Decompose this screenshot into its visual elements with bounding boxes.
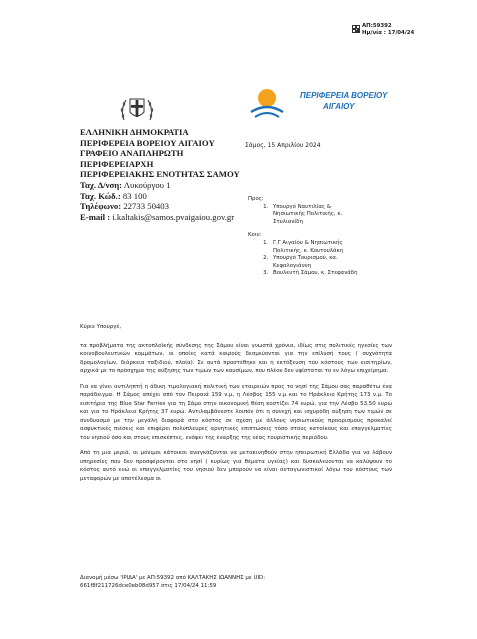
phone-label: Τηλέφωνο:: [80, 201, 122, 212]
body-paragraph-3: Από τη μια μεριά, οι μόνιμοι κάτοικοι αναγκάζονται να μετακινηθούν στην ηπειρωτική Ελλάδα για να λάβουν υπηρεσίες που δεν προσφέρονται στο νησί ( κυρίως για θέματα υγείας) και δυσκολεύονται να καλύψουν το κόστος αυτό ενώ οι επαγγελματίες του νησιού δεν μπορούν να είναι ανταγωνιστικοί λόγω του κόστους των μεταφορών με αποτέλεσμα οι: [80, 450, 392, 482]
to-item-line: Νησιωτικής Πολιτικής, κ.: [273, 211, 343, 218]
logo-line-2: ΑΙΓΑΙΟΥ: [323, 102, 355, 111]
logo-line-1: ΠΕΡΙΦΕΡΕΙΑ ΒΟΡΕΙΟΥ: [300, 91, 388, 100]
cc-label: Κοιν:: [248, 232, 262, 239]
header-line-3: ΓΡΑΦΕΙΟ ΑΝΑΠΛΗΡΩΤΗ: [80, 148, 184, 159]
distribution-footer: [80, 574, 265, 591]
address-row: [80, 180, 240, 191]
zip-label: Ταχ. Κώδ.:: [80, 190, 121, 201]
cc-item-line: Κεφαλογιάννη: [273, 262, 312, 269]
cc-item-line: 3. Βουλευτή Σάμου, κ. Στεφανάδη: [273, 270, 358, 277]
sender-header: [80, 127, 240, 222]
to-item-line: Στυλιανίδη: [273, 218, 303, 225]
footer-line-1: Διανομή μέσω 'ΙΡΙΔΑ' με ΑΠ:59392 από ΚΑΛΤΑΚΗΣ ΙΩΑΝΝΗΣ με UID:: [80, 575, 266, 581]
greek-emblem-icon: [118, 94, 156, 124]
protocol-number: ΑΠ:59392: [362, 23, 392, 29]
to-label: Προς:: [248, 196, 264, 202]
address-label: Ταχ. Δ/νση:: [80, 179, 123, 190]
salutation: Κύριε Υπουργέ,: [80, 324, 122, 330]
header-line-1: ΕΛΛΗΝΙΚΗ ΔΗΜΟΚΡΑΤΙΑ: [80, 127, 189, 137]
body-paragraph-1: τα προβλήματα της ακτοπλοϊκής σύνδεσης της Σάμου είναι γνωστά χρόνια, ιδίως στις πολιτικές ηγεσίες των κοινοβουλευτικών κομμάτων, οι οποίες κατά καιρούς δεσμεύονται για την επίλυσή τους ( συχνότητα δρομολογίων, διάρκεια ταξιδιού, πλοία). Σε αυτά προστέθηκε και η εκτόξευση του κόστους των εισιτηρίων, αρχικά με το πρόσχημα της αύξησης των τιμών των καυσίμων, που πλέον δεν υφίσταται το εν λόγω επιχείρημα.: [80, 342, 392, 374]
recipients-block: [248, 196, 358, 278]
cc-item: [270, 270, 358, 278]
qr-icon: [352, 25, 360, 33]
header-line-5: ΠΕΡΙΦΕΡΕΙΑΚΗΣ ΕΝΟΤΗΤΑΣ ΣΑΜΟΥ: [80, 169, 240, 180]
protocol-date: Ημ/νία : 17/04/24: [362, 29, 415, 36]
email-value: i.kaltakis@samos.pvaigaiou.gov.gr: [110, 211, 235, 222]
email-label: E-mail :: [80, 211, 111, 222]
zip-value: 83 100: [120, 190, 147, 201]
cc-list: [248, 240, 358, 278]
letter-date: Σάμος, 15 Απριλίου 2024: [245, 142, 321, 149]
email-row: [80, 212, 240, 223]
cc-item-line: 2. Υπουργό Τουρισμού, κα.: [273, 255, 338, 262]
protocol-stamp: [362, 23, 414, 36]
footer-line-2: 661f8f211726dce0eb08d957 στις 17/04/24 11:59: [80, 583, 217, 590]
header-line-4: ΠΕΡΙΦΕΡΕΙΑΡΧΗ: [80, 158, 154, 169]
region-logo: [245, 82, 395, 122]
cc-item-line: 1. Γ.Γ Αιγαίου & Νησιωτικής: [273, 239, 343, 246]
zip-row: [80, 191, 240, 202]
to-list: [248, 204, 358, 227]
cc-item-line: Πολιτικής, κ. Κουτουλάκη: [273, 247, 344, 254]
phone-value: 22733 50403: [121, 201, 169, 212]
to-item: [270, 204, 358, 227]
cc-item: [270, 240, 358, 255]
phone-row: [80, 201, 240, 212]
letter-body: [80, 323, 392, 483]
to-item-line: 1. Υπουργό Ναυτιλίας &: [273, 203, 332, 210]
address-value: Λυκούργου 1: [122, 179, 171, 190]
header-line-2: ΠΕΡΙΦΕΡΕΙΑ ΒΟΡΕΙΟΥ ΑΙΓΑΙΟΥ: [80, 137, 215, 148]
cc-item: [270, 255, 358, 270]
body-paragraph-2: Για να γίνει αντιληπτή η άδικη τιμολογιακή πολιτική των εταιρειών προς το νησί της Σάμου σας παραθέτω ένα παράδειγμα. Η Σάμος απέχει από τον Πειραιά 159 ν.μ, η Λέσβος 155 ν.μ και το Ηράκλειο Κρήτης 173 ν.μ. Το εισιτήριο της Blue Star Ferries για τη Σάμο στην οικονομική θέση κοστίζει 74 ευρώ, για την Λέσβο 53,50 ευρώ και για το Ηράκλειο Κρήτης 37 ευρώ. Αντιλαμβάνεστε λοιπόν ότι η συνεχή και ισχυρόδη αύξηση των τιμών σε συνδυασμό με την μεγάλη διαφορά στο κόστος σε σχέση με άλλους νησιωτικούς προορισμούς προκαλεί ασφυκτικές πιέσεις και επιφέρει πολύπλευρες αρνητικές επιπτώσεις τόσο στους κατοίκους και επαγγελματίες του νησιού όσο και στους επισκέπτες, ενόψει της έναρξης της νέας τουριστικής περιόδου.: [80, 383, 392, 441]
